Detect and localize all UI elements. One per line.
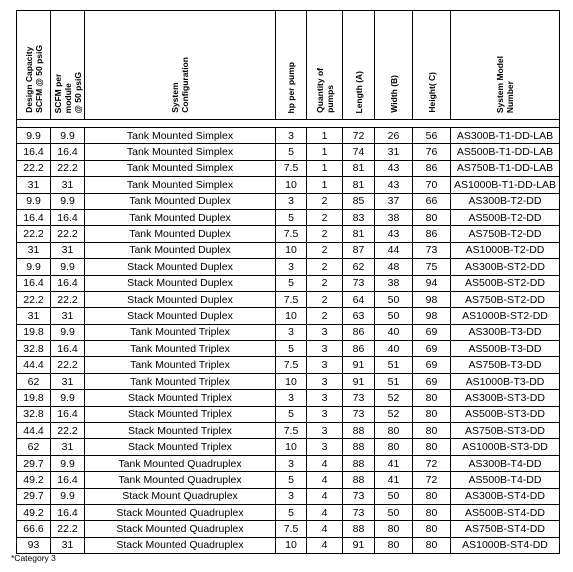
table-cell: 16.4 (51, 341, 85, 357)
table-cell: 41 (375, 472, 413, 488)
table-cell: 50 (375, 488, 413, 504)
table-cell: 69 (413, 324, 451, 340)
table-cell: 62 (343, 259, 375, 275)
header-scfm-per-module: SCFM per module @ 50 psiG (51, 11, 85, 120)
table-cell: 50 (375, 308, 413, 324)
table-cell: Tank Mounted Duplex (85, 226, 276, 242)
table-cell: 81 (343, 226, 375, 242)
table-cell: 10 (276, 308, 307, 324)
table-cell: 22.2 (51, 291, 85, 307)
table-cell: Stack Mounted Triplex (85, 423, 276, 439)
table-cell: 73 (413, 242, 451, 258)
table-cell: 9.9 (17, 128, 51, 144)
table-cell: 32.8 (17, 406, 51, 422)
table-cell: 9.9 (51, 259, 85, 275)
table-cell: 63 (343, 308, 375, 324)
table-row (17, 275, 560, 291)
table-cell: 16.4 (17, 144, 51, 160)
table-row (17, 259, 560, 275)
table-cell: 16.4 (51, 209, 85, 225)
table-cell: 66.6 (17, 521, 51, 537)
table-cell: 76 (413, 144, 451, 160)
spec-table (16, 10, 560, 554)
table-cell: 91 (343, 357, 375, 373)
table-row (17, 226, 560, 242)
table-row (17, 160, 560, 176)
table-cell: 87 (343, 242, 375, 258)
header-length: Length (A) (343, 11, 375, 120)
table-cell: 22.2 (17, 226, 51, 242)
table-cell: AS300B-T1-DD-LAB (451, 128, 560, 144)
table-cell: 43 (375, 160, 413, 176)
table-cell: 1 (307, 128, 343, 144)
table-cell: 80 (375, 521, 413, 537)
table-cell: 73 (343, 504, 375, 520)
table-cell: 4 (307, 537, 343, 553)
table-row (17, 455, 560, 471)
table-cell: AS500B-T4-DD (451, 472, 560, 488)
table-cell: 70 (413, 177, 451, 193)
table-cell: 73 (343, 275, 375, 291)
table-cell: 62 (17, 373, 51, 389)
table-cell: 3 (307, 373, 343, 389)
table-cell: 9.9 (17, 193, 51, 209)
table-row (17, 291, 560, 307)
table-cell: 16.4 (17, 209, 51, 225)
table-cell: 69 (413, 373, 451, 389)
table-cell: 26 (375, 128, 413, 144)
table-cell: 3 (307, 390, 343, 406)
table-cell: 51 (375, 357, 413, 373)
table-cell: 80 (413, 537, 451, 553)
table-cell: 5 (276, 144, 307, 160)
table-cell: 5 (276, 275, 307, 291)
table-cell: AS750B-T1-DD-LAB (451, 160, 560, 176)
table-cell: 88 (343, 423, 375, 439)
table-cell: 50 (375, 291, 413, 307)
table-cell: 66 (413, 193, 451, 209)
table-cell: Tank Mounted Triplex (85, 341, 276, 357)
table-cell: 51 (375, 373, 413, 389)
table-cell: 4 (307, 488, 343, 504)
table-cell: 22.2 (51, 357, 85, 373)
table-cell: Tank Mounted Simplex (85, 128, 276, 144)
table-cell: AS500B-ST3-DD (451, 406, 560, 422)
table-cell: 31 (51, 537, 85, 553)
table-cell: 9.9 (51, 455, 85, 471)
table-cell: AS1000B-ST2-DD (451, 308, 560, 324)
table-cell: 19.8 (17, 324, 51, 340)
table-cell: 88 (343, 455, 375, 471)
table-cell: 5 (276, 504, 307, 520)
table-cell: Tank Mounted Duplex (85, 193, 276, 209)
header-design-capacity: Design Capacity SCFM @ 50 psiG (17, 11, 51, 120)
table-cell: Tank Mounted Quadruplex (85, 472, 276, 488)
table-row (17, 390, 560, 406)
table-cell: 16.4 (51, 144, 85, 160)
table-cell: 31 (51, 439, 85, 455)
table-cell: 40 (375, 324, 413, 340)
table-cell: 3 (276, 324, 307, 340)
table-cell: 22.2 (51, 226, 85, 242)
table-cell: 94 (413, 275, 451, 291)
table-cell: 49.2 (17, 472, 51, 488)
table-cell: 5 (276, 341, 307, 357)
table-cell: 4 (307, 504, 343, 520)
table-cell: Stack Mounted Duplex (85, 291, 276, 307)
table-cell: 80 (375, 423, 413, 439)
table-cell: AS1000B-T1-DD-LAB (451, 177, 560, 193)
table-cell: 22.2 (17, 160, 51, 176)
table-cell: AS500B-T1-DD-LAB (451, 144, 560, 160)
table-row (17, 177, 560, 193)
table-cell: 86 (413, 226, 451, 242)
table-cell: 83 (343, 209, 375, 225)
header-system-configuration: System Configuration (85, 11, 276, 120)
table-cell: 3 (276, 193, 307, 209)
header-quantity-of-pumps: Quantity of pumps (307, 11, 343, 120)
table-cell: AS300B-ST4-DD (451, 488, 560, 504)
table-cell: AS300B-ST2-DD (451, 259, 560, 275)
table-cell: 2 (307, 259, 343, 275)
table-cell: 4 (307, 521, 343, 537)
table-cell: 1 (307, 177, 343, 193)
table-cell: Tank Mounted Duplex (85, 242, 276, 258)
table-cell: 31 (51, 177, 85, 193)
table-row (17, 406, 560, 422)
table-row (17, 144, 560, 160)
table-cell: 22.2 (51, 521, 85, 537)
table-cell: 3 (307, 341, 343, 357)
table-cell: 41 (375, 455, 413, 471)
table-row (17, 373, 560, 389)
table-cell: 43 (375, 177, 413, 193)
table-cell: 74 (343, 144, 375, 160)
table-cell: 10 (276, 373, 307, 389)
header-width: Width (B) (375, 11, 413, 120)
table-row (17, 504, 560, 520)
table-cell: 62 (17, 439, 51, 455)
table-cell: 19.8 (17, 390, 51, 406)
table-cell: 31 (51, 373, 85, 389)
table-row (17, 488, 560, 504)
table-cell: AS300B-T3-DD (451, 324, 560, 340)
table-cell: 91 (343, 373, 375, 389)
table-cell: 9.9 (51, 324, 85, 340)
table-cell: AS750B-T3-DD (451, 357, 560, 373)
table-cell: 72 (413, 472, 451, 488)
table-cell: 52 (375, 390, 413, 406)
table-cell: 3 (276, 128, 307, 144)
table-cell: 91 (343, 537, 375, 553)
table-cell: 50 (375, 504, 413, 520)
table-row (17, 357, 560, 373)
table-row (17, 308, 560, 324)
table-cell: 37 (375, 193, 413, 209)
table-cell: AS750B-ST3-DD (451, 423, 560, 439)
table-cell: 2 (307, 291, 343, 307)
table-cell: 3 (307, 406, 343, 422)
table-cell: 44.4 (17, 423, 51, 439)
table-cell: 40 (375, 341, 413, 357)
table-cell: 72 (343, 128, 375, 144)
table-cell: 7.5 (276, 291, 307, 307)
table-cell: Stack Mounted Triplex (85, 390, 276, 406)
table-cell: 56 (413, 128, 451, 144)
table-cell: 43 (375, 226, 413, 242)
table-cell: 2 (307, 193, 343, 209)
table-row (17, 521, 560, 537)
spacer-row (17, 120, 560, 128)
table-cell: 10 (276, 439, 307, 455)
table-cell: 73 (343, 406, 375, 422)
table-cell: AS1000B-T2-DD (451, 242, 560, 258)
table-cell: 72 (413, 455, 451, 471)
table-cell: 1 (307, 144, 343, 160)
table-cell: Stack Mounted Quadruplex (85, 537, 276, 553)
table-cell: 2 (307, 226, 343, 242)
table-cell: 7.5 (276, 357, 307, 373)
table-cell: 16.4 (51, 275, 85, 291)
table-cell: 80 (413, 390, 451, 406)
table-cell: 64 (343, 291, 375, 307)
table-cell: Tank Mounted Triplex (85, 324, 276, 340)
table-cell: 2 (307, 209, 343, 225)
table-cell: 80 (413, 209, 451, 225)
table-cell: 75 (413, 259, 451, 275)
table-row (17, 537, 560, 553)
table-cell: Tank Mounted Duplex (85, 209, 276, 225)
table-cell: Stack Mounted Triplex (85, 439, 276, 455)
table-cell: 29.7 (17, 455, 51, 471)
table-cell: 98 (413, 291, 451, 307)
table-cell: 31 (51, 242, 85, 258)
table-cell: 7.5 (276, 160, 307, 176)
table-cell: 49.2 (17, 504, 51, 520)
table-row (17, 209, 560, 225)
header-hp-per-pump: hp per pump (276, 11, 307, 120)
table-cell: Tank Mounted Triplex (85, 357, 276, 373)
table-cell: Stack Mounted Duplex (85, 275, 276, 291)
table-cell: 16.4 (17, 275, 51, 291)
table-cell: 48 (375, 259, 413, 275)
table-body (17, 120, 560, 554)
table-cell: 29.7 (17, 488, 51, 504)
table-cell: AS300B-ST3-DD (451, 390, 560, 406)
table-row (17, 472, 560, 488)
table-cell: 80 (413, 521, 451, 537)
table-cell: AS1000B-ST4-DD (451, 537, 560, 553)
table-cell: 4 (307, 472, 343, 488)
table-cell: 9.9 (17, 259, 51, 275)
table-cell: 31 (375, 144, 413, 160)
table-cell: 22.2 (51, 160, 85, 176)
table-cell: 3 (307, 324, 343, 340)
table-cell: 2 (307, 275, 343, 291)
table-cell: AS500B-T3-DD (451, 341, 560, 357)
table-cell: Tank Mounted Quadruplex (85, 455, 276, 471)
spacer-cell (17, 120, 560, 128)
table-cell: 3 (276, 455, 307, 471)
table-cell: 32.8 (17, 341, 51, 357)
table-row (17, 439, 560, 455)
table-cell: 3 (307, 357, 343, 373)
table-cell: Tank Mounted Simplex (85, 177, 276, 193)
table-cell: 10 (276, 242, 307, 258)
table-cell: 88 (343, 521, 375, 537)
footnote: *Category 3 (11, 553, 56, 563)
table-cell: 9.9 (51, 193, 85, 209)
table-cell: Tank Mounted Triplex (85, 373, 276, 389)
table-cell: Stack Mount Quadruplex (85, 488, 276, 504)
table-cell: 2 (307, 308, 343, 324)
table-cell: 16.4 (51, 504, 85, 520)
table-cell: 80 (413, 504, 451, 520)
table-cell: AS500B-T2-DD (451, 209, 560, 225)
table-cell: 69 (413, 357, 451, 373)
table-cell: Tank Mounted Simplex (85, 160, 276, 176)
table-cell: 3 (276, 390, 307, 406)
table-cell: 9.9 (51, 128, 85, 144)
table-cell: 80 (413, 423, 451, 439)
table-cell: 1 (307, 160, 343, 176)
table-cell: AS500B-ST4-DD (451, 504, 560, 520)
table-cell: 9.9 (51, 390, 85, 406)
table-cell: AS750B-ST2-DD (451, 291, 560, 307)
table-cell: 80 (413, 439, 451, 455)
table-cell: 88 (343, 439, 375, 455)
table-cell: 5 (276, 209, 307, 225)
table-cell: 22.2 (17, 291, 51, 307)
table-row (17, 193, 560, 209)
table-cell: 5 (276, 472, 307, 488)
table-cell: 80 (413, 488, 451, 504)
table-cell: 85 (343, 193, 375, 209)
table-cell: 93 (17, 537, 51, 553)
table-cell: 31 (17, 308, 51, 324)
header-row (17, 11, 560, 120)
table-cell: 86 (343, 341, 375, 357)
table-cell: AS1000B-ST3-DD (451, 439, 560, 455)
table-cell: AS500B-ST2-DD (451, 275, 560, 291)
header-system-model-number: System Model Number (451, 11, 560, 120)
table-cell: 3 (307, 423, 343, 439)
table-cell: AS750B-T2-DD (451, 226, 560, 242)
table-cell: 86 (413, 160, 451, 176)
table-cell: 52 (375, 406, 413, 422)
table-cell: Tank Mounted Simplex (85, 144, 276, 160)
table-cell: 3 (276, 259, 307, 275)
table-cell: 2 (307, 242, 343, 258)
table-cell: 69 (413, 341, 451, 357)
table-cell: Stack Mounted Duplex (85, 259, 276, 275)
table-cell: 98 (413, 308, 451, 324)
table-cell: Stack Mounted Duplex (85, 308, 276, 324)
table-cell: 81 (343, 177, 375, 193)
table-row (17, 128, 560, 144)
table-cell: 4 (307, 455, 343, 471)
table-cell: 73 (343, 488, 375, 504)
header-height: Height( C) (413, 11, 451, 120)
table-cell: 10 (276, 537, 307, 553)
table-cell: 80 (413, 406, 451, 422)
table-cell: Stack Mounted Quadruplex (85, 521, 276, 537)
table-row (17, 242, 560, 258)
table-cell: 7.5 (276, 521, 307, 537)
table-cell: 31 (17, 242, 51, 258)
table-cell: AS300B-T4-DD (451, 455, 560, 471)
table-cell: 31 (17, 177, 51, 193)
table-cell: AS1000B-T3-DD (451, 373, 560, 389)
table-cell: 88 (343, 472, 375, 488)
table-cell: 22.2 (51, 423, 85, 439)
table-row (17, 423, 560, 439)
table-cell: 73 (343, 390, 375, 406)
table-cell: Stack Mounted Quadruplex (85, 504, 276, 520)
table-cell: 16.4 (51, 406, 85, 422)
table-cell: 7.5 (276, 423, 307, 439)
table-cell: 80 (375, 537, 413, 553)
table-cell: 38 (375, 209, 413, 225)
table-cell: 44 (375, 242, 413, 258)
table-cell: 38 (375, 275, 413, 291)
table-cell: 44.4 (17, 357, 51, 373)
table-cell: 86 (343, 324, 375, 340)
table-cell: 81 (343, 160, 375, 176)
table-cell: 7.5 (276, 226, 307, 242)
table-cell: 16.4 (51, 472, 85, 488)
table-cell: AS300B-T2-DD (451, 193, 560, 209)
table-cell: 3 (276, 488, 307, 504)
table-cell: 80 (375, 439, 413, 455)
table-cell: AS750B-ST4-DD (451, 521, 560, 537)
table-cell: 5 (276, 406, 307, 422)
table-cell: Stack Mounted Triplex (85, 406, 276, 422)
table-cell: 10 (276, 177, 307, 193)
table-row (17, 341, 560, 357)
table-cell: 9.9 (51, 488, 85, 504)
table-cell: 3 (307, 439, 343, 455)
table-row (17, 324, 560, 340)
table-cell: 31 (51, 308, 85, 324)
